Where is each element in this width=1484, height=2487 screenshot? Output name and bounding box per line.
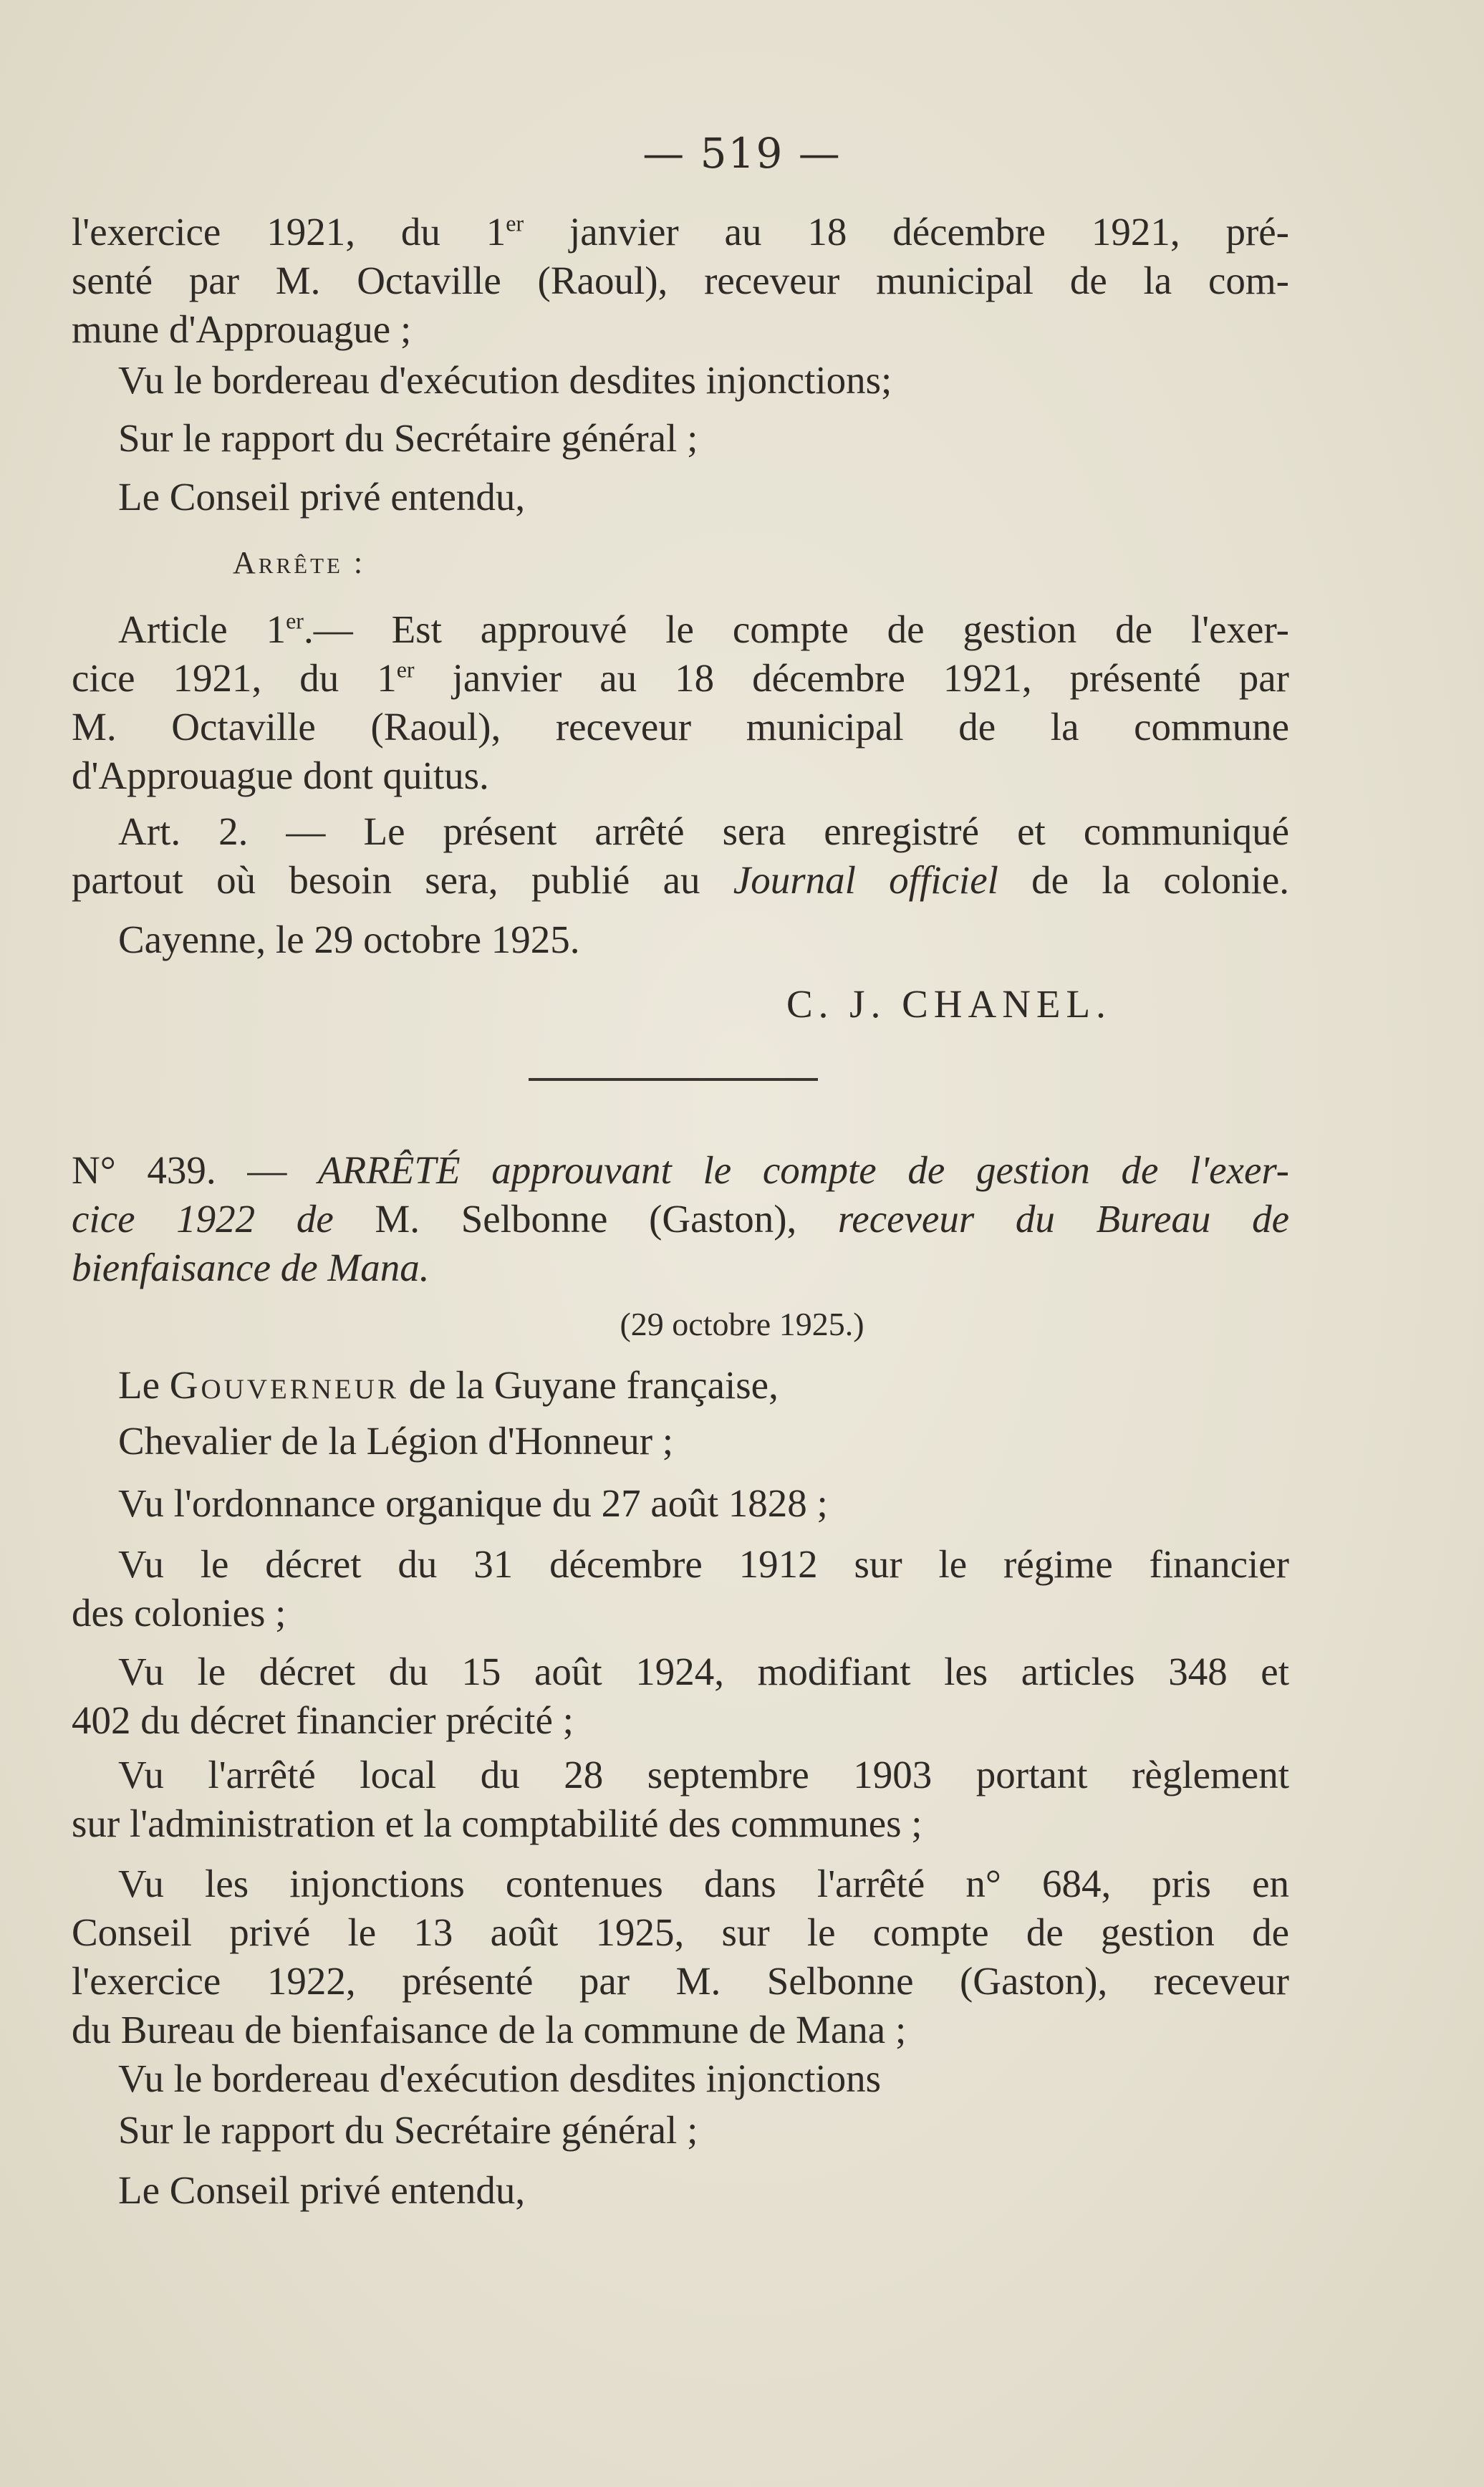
vu-bordereau-line: Vu le bordereau d'exécution desdites injonctions	[118, 2057, 882, 2100]
article-2-line: Art. 2. — Le présent arrêté sera enregistré et communiqué	[118, 809, 1289, 853]
decree-title-line: bienfaisance de Mana.	[72, 1246, 430, 1289]
conseil-line: Le Conseil privé entendu,	[118, 2168, 526, 2212]
journal-officiel-title: Journal officiel	[733, 858, 998, 902]
sur-rapport-line: Sur le rapport du Secrétaire général ;	[118, 2108, 698, 2152]
text-span: Gouverneur	[169, 1363, 399, 1407]
text-span: .— Est approuvé le compte de gestion de l'exer-	[303, 607, 1289, 651]
text-span: ARRÊTÉ approuvant le compte de gestion de l'exer-	[318, 1148, 1289, 1192]
article-1-line: M. Octaville (Raoul), receveur municipal de la commune	[72, 705, 1289, 749]
arrete-heading: Arrête :	[233, 545, 366, 580]
gouverneur-line	[118, 1361, 1289, 1410]
vu-injonctions-line: l'exercice 1922, présenté par M. Selbonne (Gaston), receveur	[72, 1959, 1289, 2003]
superscript: er	[396, 656, 415, 683]
signature: C. J. CHANEL.	[786, 982, 1112, 1026]
text-span: Le	[118, 1363, 170, 1407]
text-span: de la Guyane française,	[398, 1363, 779, 1407]
superscript: er	[506, 210, 524, 236]
vu-injonctions-line: du Bureau de bienfaisance de la commune de Mana ;	[72, 2008, 907, 2051]
vu-arrete-line: Vu l'arrêté local du 28 septembre 1903 portant règlement	[118, 1753, 1289, 1796]
vu-injonctions-line: Vu les injonctions contenues dans l'arrêté n° 684, pris en	[118, 1862, 1289, 1905]
text-span: M. Selbonne (Gaston),	[375, 1197, 838, 1241]
text-span: receveur du Bureau de	[837, 1197, 1289, 1241]
article-1-line	[118, 605, 1289, 654]
text-span: partout où besoin sera, publié au	[72, 858, 733, 902]
vu-injonctions-line: Conseil privé le 13 août 1925, sur le compte de gestion de	[72, 1910, 1289, 1954]
vu-decret-line: Vu le décret du 31 décembre 1912 sur le régime financier	[118, 1542, 1289, 1586]
sur-rapport-line: Sur le rapport du Secrétaire général ;	[118, 416, 698, 460]
text-span: N° 439. —	[72, 1148, 318, 1192]
vu-ordonnance-line: Vu l'ordonnance organique du 27 août 1828 ;	[118, 1481, 828, 1525]
superscript: er	[286, 607, 304, 634]
vu-decret-line: 402 du décret financier précité ;	[72, 1698, 574, 1742]
paragraph-line	[72, 208, 1289, 256]
text-span: janvier au 18 décembre 1921, pré-	[524, 210, 1289, 254]
paragraph-line: senté par M. Octaville (Raoul), receveur municipal de la com-	[72, 259, 1289, 302]
date-line: Cayenne, le 29 octobre 1925.	[118, 918, 580, 961]
chevalier-line: Chevalier de la Légion d'Honneur ;	[118, 1419, 674, 1463]
text-span: Article 1	[118, 607, 286, 651]
text-span: l'exercice 1921, du 1	[72, 210, 506, 254]
paragraph-line: mune d'Approuague ;	[72, 307, 412, 351]
vu-decret-line: Vu le décret du 15 août 1924, modifiant les articles 348 et	[118, 1650, 1289, 1693]
article-2-line	[72, 856, 1289, 905]
conseil-line: Le Conseil privé entendu,	[118, 475, 526, 519]
text-span: cice 1922 de	[72, 1197, 375, 1241]
article-1-line	[72, 654, 1289, 703]
text-span: de la colonie.	[998, 858, 1289, 902]
vu-bordereau-line: Vu le bordereau d'exécution desdites injonctions;	[118, 358, 892, 402]
decree-title-line	[72, 1146, 1289, 1195]
section-divider	[529, 1078, 818, 1081]
decree-date: (29 octobre 1925.)	[620, 1306, 864, 1342]
article-1-line: d'Approuague dont quitus.	[72, 754, 489, 797]
vu-arrete-line: sur l'administration et la comptabilité des communes ;	[72, 1801, 922, 1845]
decree-title-line	[72, 1195, 1289, 1244]
page-number: — 519 —	[642, 129, 842, 178]
text-span: cice 1921, du 1	[72, 656, 397, 700]
text-span: janvier au 18 décembre 1921, présenté par	[414, 656, 1290, 700]
vu-decret-line: des colonies ;	[72, 1591, 286, 1635]
